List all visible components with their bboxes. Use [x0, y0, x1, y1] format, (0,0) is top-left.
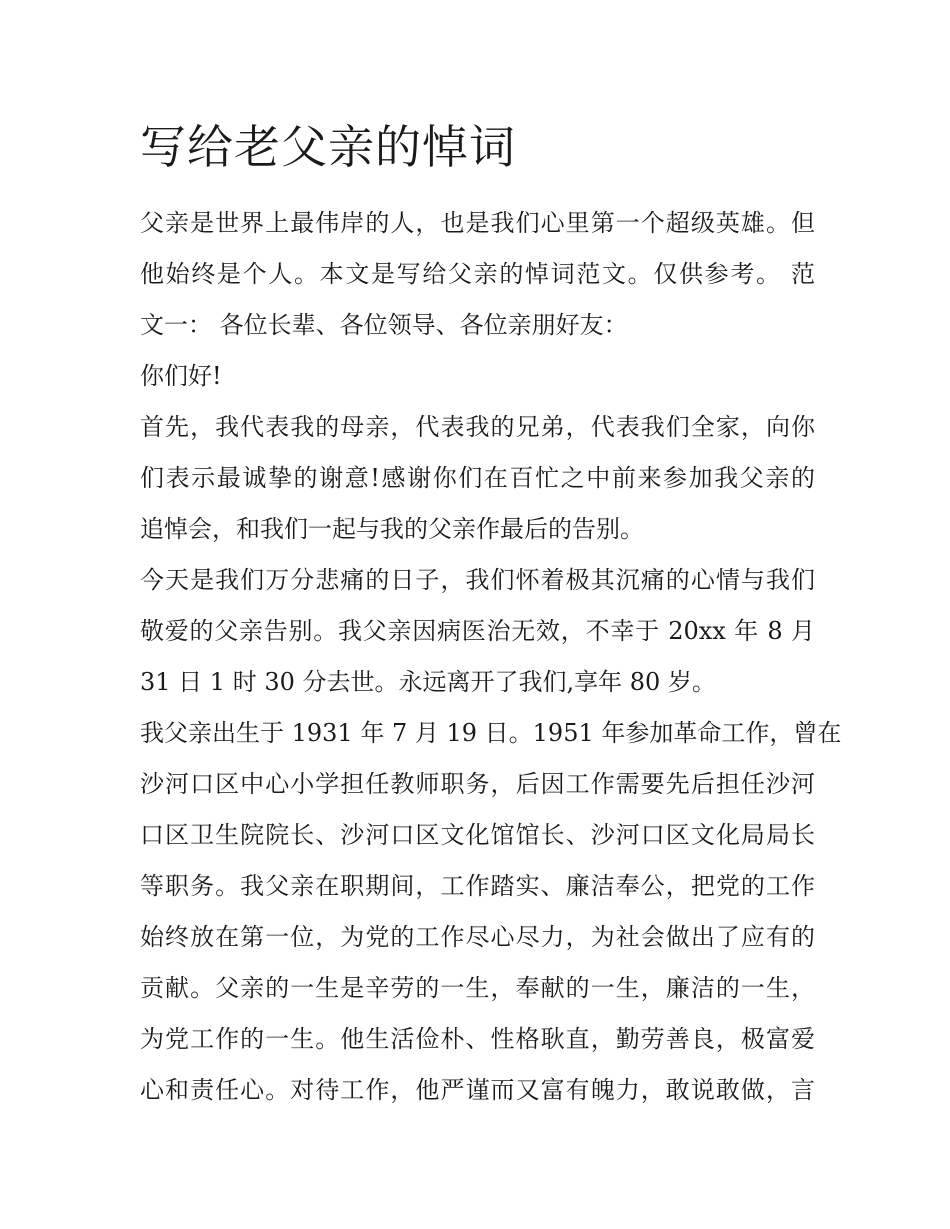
text-line: 文一： 各位长辈、各位领导、各位亲朋好友： — [140, 311, 628, 339]
text-line: 首先，我代表我的母亲，代表我的兄弟，代表我们全家，向你 — [140, 413, 815, 441]
text-line: 心和责任心。对待工作，他严谨而又富有魄力，敢说敢做，言 — [140, 1076, 815, 1104]
document-title: 写给老父亲的悼词 — [140, 120, 516, 174]
document-page — [140, 118, 842, 1116]
text-line: 为党工作的一生。他生活俭朴、性格耿直，勤劳善良，极富爱 — [140, 1025, 815, 1053]
text-line: 父亲是世界上最伟岸的人，也是我们心里第一个超级英雄。但 — [140, 209, 815, 237]
text-line: 们表示最诚挚的谢意!感谢你们在百忙之中前来参加我父亲的 — [140, 464, 815, 492]
text-line: 口区卫生院院长、沙河口区文化馆馆长、沙河口区文化局局长 — [140, 821, 815, 849]
text-line: 始终放在第一位，为党的工作尽心尽力，为社会做出了应有的 — [140, 923, 815, 951]
text-line: 他始终是个人。本文是写给父亲的悼词范文。仅供参考。 范 — [140, 260, 815, 288]
text-line: 敬爱的父亲告别。我父亲因病医治无效，不幸于 20xx 年 8 月 — [140, 617, 815, 645]
text-line: 31 日 1 时 30 分去世。永远离开了我们,享年 80 岁。 — [140, 668, 716, 696]
text-line: 今天是我们万分悲痛的日子，我们怀着极其沉痛的心情与我们 — [140, 566, 815, 594]
document-body — [140, 198, 842, 1116]
text-line: 等职务。我父亲在职期间，工作踏实、廉洁奉公，把党的工作 — [140, 872, 815, 900]
text-line: 贡献。父亲的一生是辛劳的一生，奉献的一生，廉洁的一生， — [140, 974, 815, 1002]
text-line: 追悼会，和我们一起与我的父亲作最后的告别。 — [140, 515, 644, 543]
text-line: 沙河口区中心小学担任教师职务，后因工作需要先后担任沙河 — [140, 770, 815, 798]
text-line: 你们好! — [140, 362, 222, 390]
text-line: 我父亲出生于 1931 年 7 月 19 日。1951 年参加革命工作，曾在 — [140, 719, 842, 747]
